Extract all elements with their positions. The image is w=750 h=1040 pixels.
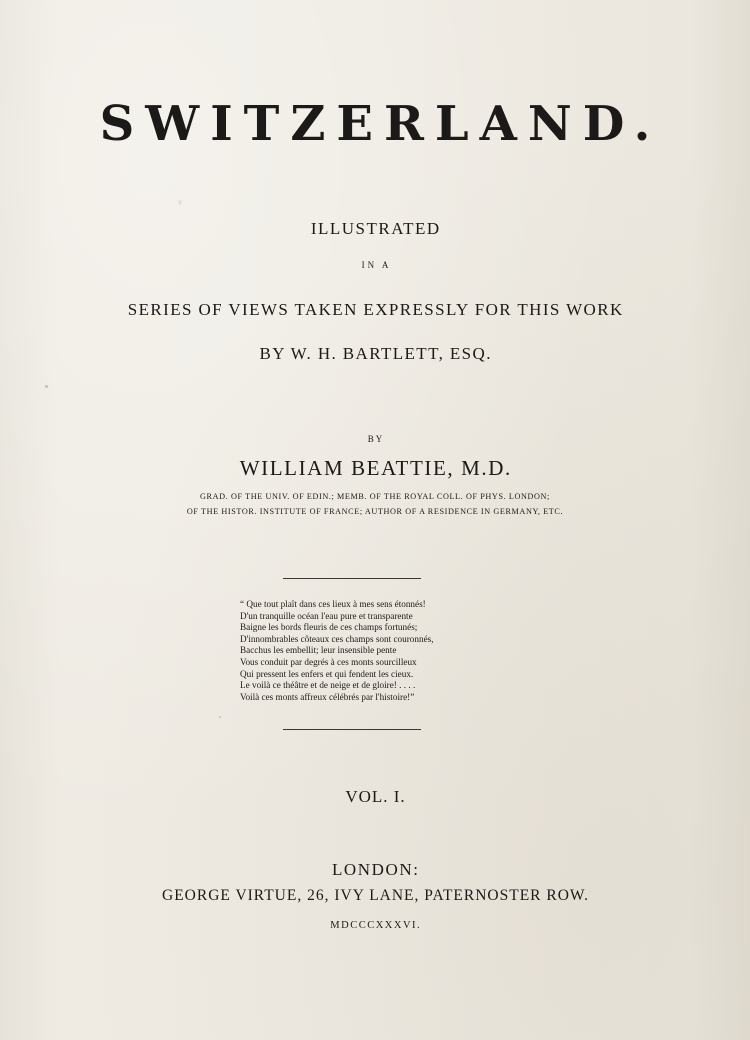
divider-rule-top [283, 578, 421, 579]
poem-line: “ Que tout plaît dans ces lieux à mes sens étonnés! [240, 599, 426, 609]
divider-rule-bottom [283, 729, 421, 730]
imprint-publisher: GEORGE VIRTUE, 26, IVY LANE, PATERNOSTER ROW. [162, 887, 589, 904]
author-credentials-line-1: GRAD. OF THE UNIV. OF EDIN.; MEMB. OF THE ROYAL COLL. OF PHYS. LONDON; [200, 492, 550, 501]
poem-line: Le voilà ce théâtre et de neige et de gloire! . . . . [240, 680, 416, 691]
paper-speck [178, 200, 182, 205]
poem-line: Baigne les bords fleuris de ces champs fortunés; [240, 622, 418, 633]
poem-line: Voilà ces monts affreux célébrés par l'histoire!” [240, 691, 415, 702]
illustrated-label: ILLUSTRATED [310, 219, 441, 238]
by-label: BY [367, 434, 385, 444]
author-credentials-line-2: OF THE HISTOR. INSTITUTE OF FRANCE; AUTHOR OF A RESIDENCE IN GERMANY, ETC. [186, 507, 564, 516]
poem-line: Vous conduit par degrés à ces monts sourcilleux [240, 656, 417, 667]
poem-line: D'innombrables côteaux ces champs sont couronnés, [240, 633, 434, 644]
imprint-year: MDCCCXXXVI. [330, 920, 422, 931]
poem-line: Qui pressent les enfers et qui fendent les cieux. [240, 668, 414, 679]
paper-speck [219, 716, 221, 718]
poem-line: Bacchus les embellit; leur insensible pente [240, 645, 397, 656]
paper-speck [45, 385, 48, 388]
artist-line: BY W. H. BARTLETT, ESQ. [259, 344, 492, 363]
author-name: WILLIAM BEATTIE, M.D. [239, 456, 512, 480]
volume-label: VOL. I. [345, 787, 406, 806]
imprint-city: LONDON: [331, 860, 420, 879]
epigraph-poem [240, 599, 434, 703]
poem-line: D'un tranquille océan l'eau pure et transparente [240, 610, 413, 621]
book-title: SWITZERLAND. [99, 96, 662, 152]
series-line: SERIES OF VIEWS TAKEN EXPRESSLY FOR THIS WORK [127, 300, 624, 319]
in-a-label: IN A [361, 260, 392, 270]
